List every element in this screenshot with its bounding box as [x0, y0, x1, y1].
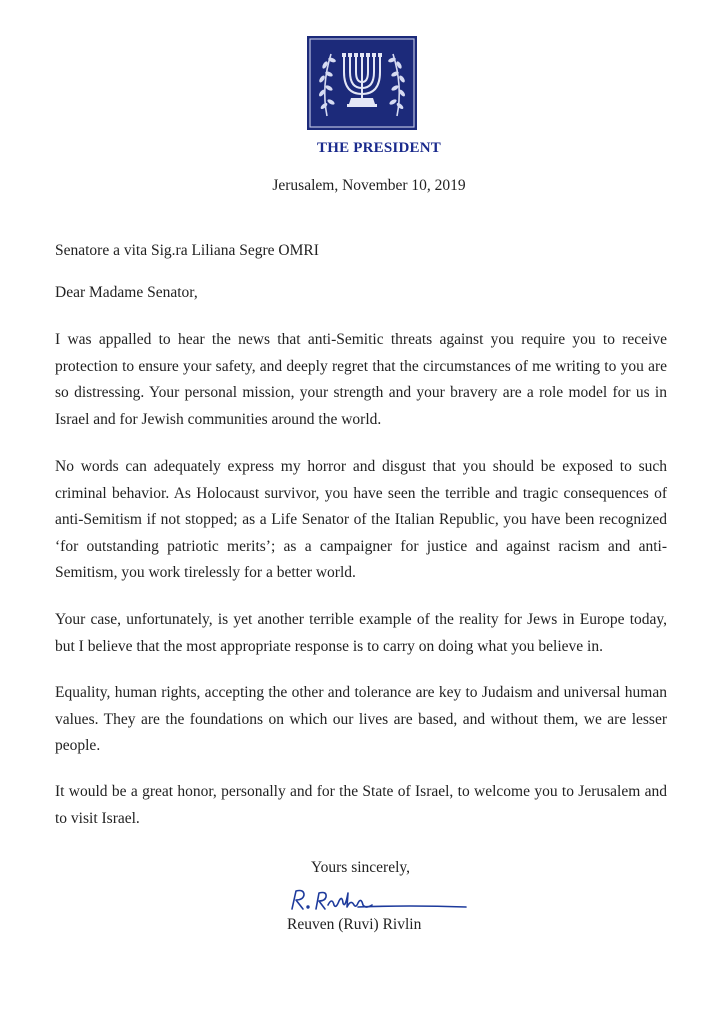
handwritten-signature [288, 885, 468, 915]
signer-name: Reuven (Ruvi) Rivlin [287, 916, 422, 933]
letter-paragraph: No words can adequately express my horror and disgust that you should be exposed to such criminal behavior. As Holocaust survivor, you have seen the terrible and tragic consequences of anti-Semitism if not stopped; as a Life Senator of the Italian Republic, you have been recognized ‘for outstanding patriotic merits’; as a campaigner for justice and against racism and anti-Semitism, you work tirelessly for a better world. [55, 458, 667, 581]
recipient: Senatore a vita Sig.ra Liliana Segre OMRI [55, 242, 319, 259]
letter-paragraph: Equality, human rights, accepting the other and tolerance are key to Judaism and universal human values. They are the foundations on which our lives are based, and without them, we are lesser people. [55, 684, 667, 754]
letter-paragraph: It would be a great honor, personally and for the State of Israel, to welcome you to Jerusalem and to visit Israel. [55, 783, 667, 827]
dateline: Jerusalem, November 10, 2019 [272, 177, 466, 194]
salutation: Dear Madame Senator, [55, 284, 198, 301]
letter-paragraph: I was appalled to hear the news that anti-Semitic threats against you require you to receive protection to ensure your safety, and deeply regret that the circumstances of me writing to you are so distressing. Your personal mission, your strength and your bravery are a role model for us in Israel and for Jewish communities around the world. [55, 331, 667, 428]
menorah-emblem-icon [307, 36, 417, 130]
letter-paragraph: Your case, unfortunately, is yet another terrible example of the reality for Jews in Europe today, but I believe that the most appropriate response is to carry on doing what you believe in. [55, 611, 667, 655]
closing: Yours sincerely, [311, 859, 411, 876]
letterhead-title: THE PRESIDENT [317, 140, 441, 156]
